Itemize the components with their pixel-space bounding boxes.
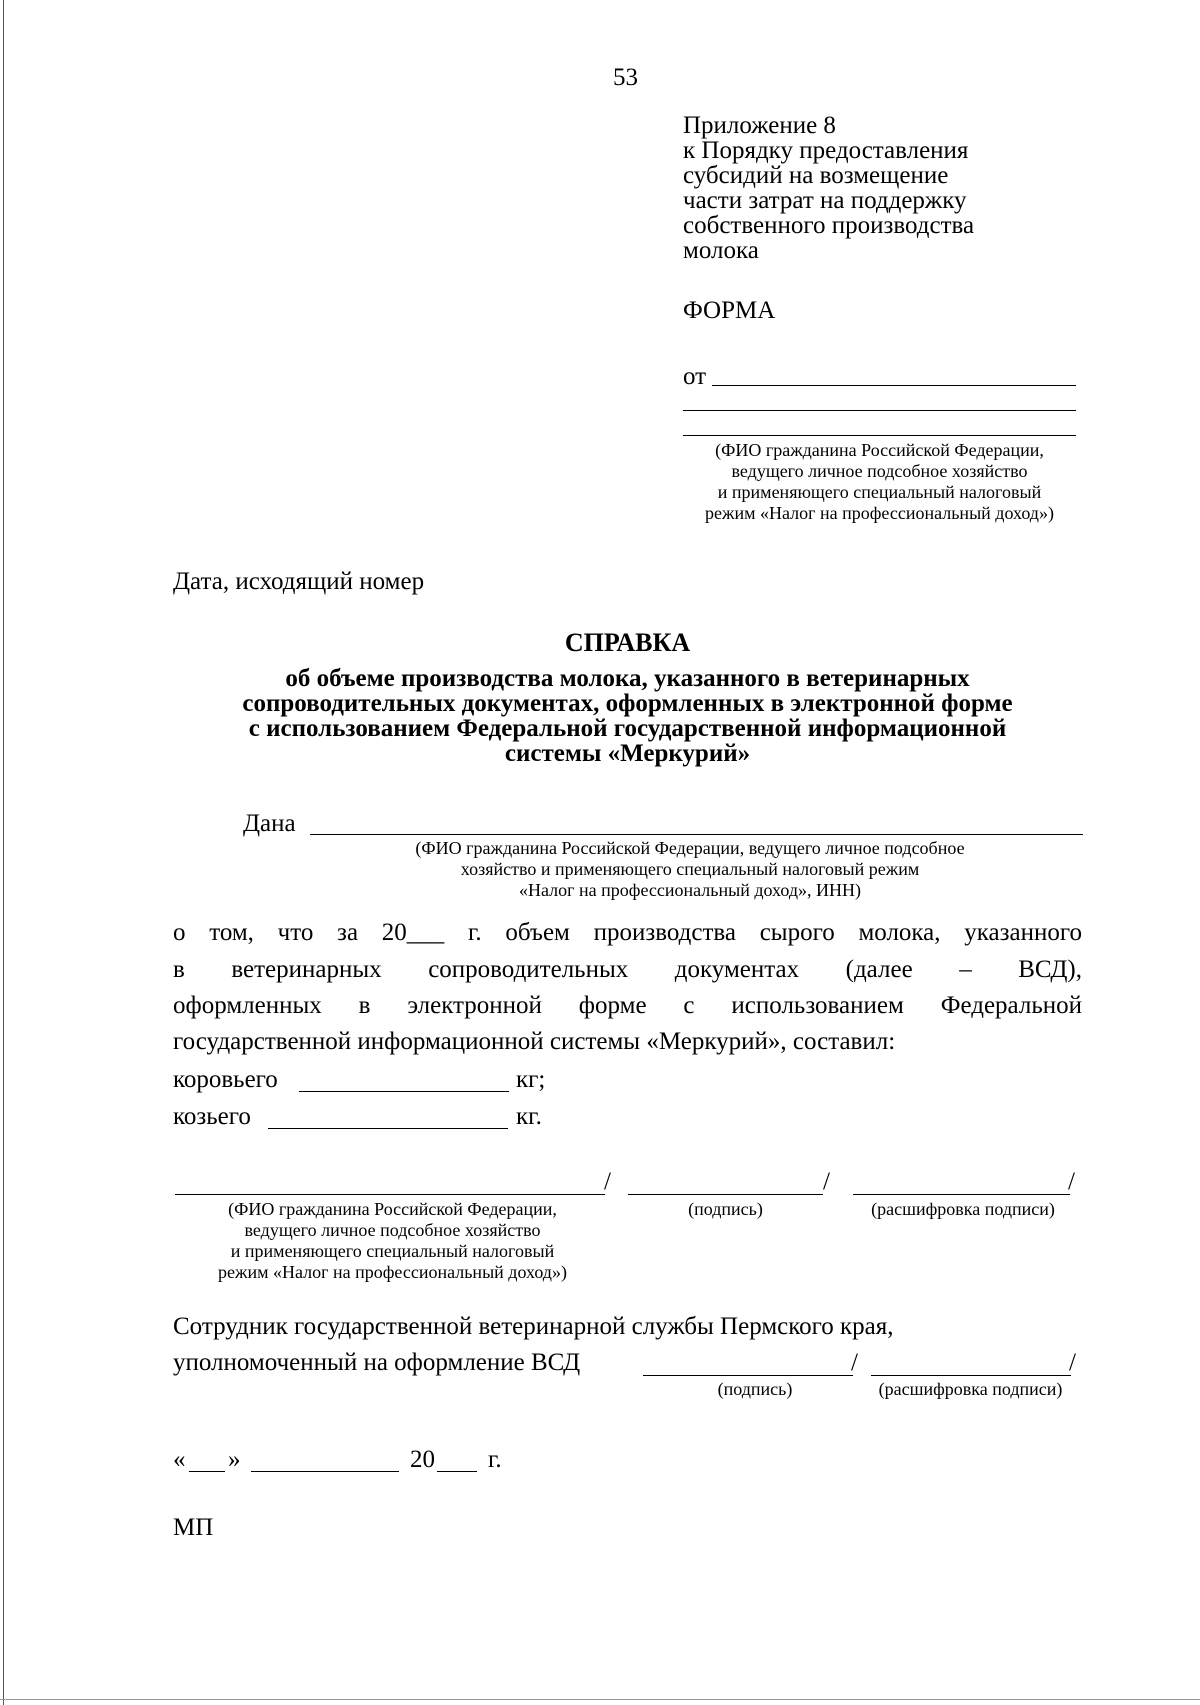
goat-label: козьего	[173, 1103, 251, 1130]
signature-decoding-line[interactable]	[853, 1194, 1070, 1195]
appendix-line: субсидий на возмещение	[683, 162, 949, 189]
vet-decoding-caption: (расшифровка подписи)	[878, 1379, 1063, 1399]
date-close-quote: »	[228, 1446, 241, 1473]
caption-line: режим «Налог на профессиональный доход»)	[705, 503, 1054, 523]
subtitle-line: системы «Меркурий»	[504, 740, 751, 767]
appendix-line: части затрат на поддержку	[683, 187, 967, 214]
stamp-label: МП	[173, 1514, 214, 1541]
body-line-4: государственной информационной системы «Меркурий», составил:	[173, 1028, 896, 1055]
from-caption	[678, 440, 1081, 524]
vet-line-2: уполномоченный на оформление ВСД	[173, 1349, 581, 1376]
caption-line: ведущего личное подсобное хозяйство	[244, 1220, 541, 1240]
appendix-block	[683, 113, 974, 263]
date-year-suffix: г.	[488, 1446, 502, 1473]
signature-fio-line[interactable]	[175, 1194, 605, 1195]
caption-line: «Налог на профессиональный доход», ИНН)	[519, 880, 861, 900]
form-label: ФОРМА	[683, 297, 776, 324]
date-day-field[interactable]	[189, 1471, 225, 1472]
cow-unit: кг;	[516, 1066, 546, 1093]
goat-amount-field[interactable]	[268, 1128, 508, 1129]
appendix-line: молока	[683, 237, 759, 264]
body-line-3: оформленных в электронной форме с использованием Федеральной	[173, 992, 1082, 1019]
vet-line-1: Сотрудник государственной ветеринарной службы Пермского края,	[173, 1313, 894, 1340]
caption-line: (ФИО гражданина Российской Федерации,	[715, 440, 1044, 460]
document-title: СПРАВКА	[564, 628, 691, 657]
signature-fio-caption	[170, 1199, 615, 1283]
signature-sign-caption: (подпись)	[688, 1199, 763, 1219]
caption-line: и применяющего специальный налоговый	[230, 1241, 555, 1261]
from-line-2[interactable]	[683, 410, 1076, 411]
vet-slash-2: /	[1069, 1349, 1076, 1376]
scan-edge-bottom	[0, 1699, 1200, 1700]
from-line-3[interactable]	[683, 435, 1076, 436]
caption-line: ведущего личное подсобное хозяйство	[731, 461, 1028, 481]
goat-unit: кг.	[516, 1103, 542, 1130]
subtitle-line: об объеме производства молока, указанного в ветеринарных	[285, 665, 970, 692]
given-line[interactable]	[310, 834, 1083, 835]
appendix-line: к Порядку предоставления	[683, 137, 969, 164]
document-subtitle	[150, 666, 1105, 766]
scan-edge-left	[3, 0, 4, 1705]
given-label: Дана	[243, 810, 296, 837]
caption-line: хозяйство и применяющего специальный налоговый режим	[460, 859, 920, 879]
date-year-field[interactable]	[437, 1471, 477, 1472]
given-caption	[330, 838, 1050, 901]
signature-decoding-caption: (расшифровка подписи)	[871, 1199, 1055, 1219]
date-open-quote: «	[173, 1446, 186, 1473]
vet-decoding-line[interactable]	[871, 1375, 1071, 1376]
caption-line: (ФИО гражданина Российской Федерации, ведущего личное подсобное	[415, 838, 965, 858]
cow-label: коровьего	[173, 1066, 278, 1093]
caption-line: (ФИО гражданина Российской Федерации,	[228, 1199, 557, 1219]
slash-2: /	[823, 1168, 830, 1195]
page-number: 53	[613, 64, 638, 91]
from-line-1[interactable]	[712, 385, 1076, 386]
cow-amount-field[interactable]	[299, 1091, 509, 1092]
vet-slash-1: /	[851, 1349, 858, 1376]
subtitle-line: сопроводительных документах, оформленных в электронной форме	[242, 690, 1013, 717]
date-year-prefix: 20	[410, 1446, 435, 1473]
date-month-field[interactable]	[251, 1471, 399, 1472]
appendix-line: Приложение 8	[683, 112, 836, 139]
slash-3: /	[1068, 1168, 1075, 1195]
body-line-2: в ветеринарных сопроводительных документах (далее – ВСД),	[173, 956, 1082, 983]
signature-sign-line[interactable]	[628, 1194, 823, 1195]
vet-sign-caption: (подпись)	[717, 1379, 793, 1399]
caption-line: режим «Налог на профессиональный доход»)	[218, 1262, 567, 1282]
subtitle-line: с использованием Федеральной государственной информационной	[248, 715, 1007, 742]
vet-sign-line[interactable]	[643, 1375, 853, 1376]
caption-line: и применяющего специальный налоговый	[717, 482, 1042, 502]
slash-1: /	[604, 1168, 611, 1195]
body-line-1: о том, что за 20___ г. объем производства сырого молока, указанного	[173, 919, 1082, 946]
appendix-line: собственного производства	[683, 212, 975, 239]
date-number-label: Дата, исходящий номер	[173, 568, 425, 595]
from-prefix: от	[683, 363, 707, 390]
